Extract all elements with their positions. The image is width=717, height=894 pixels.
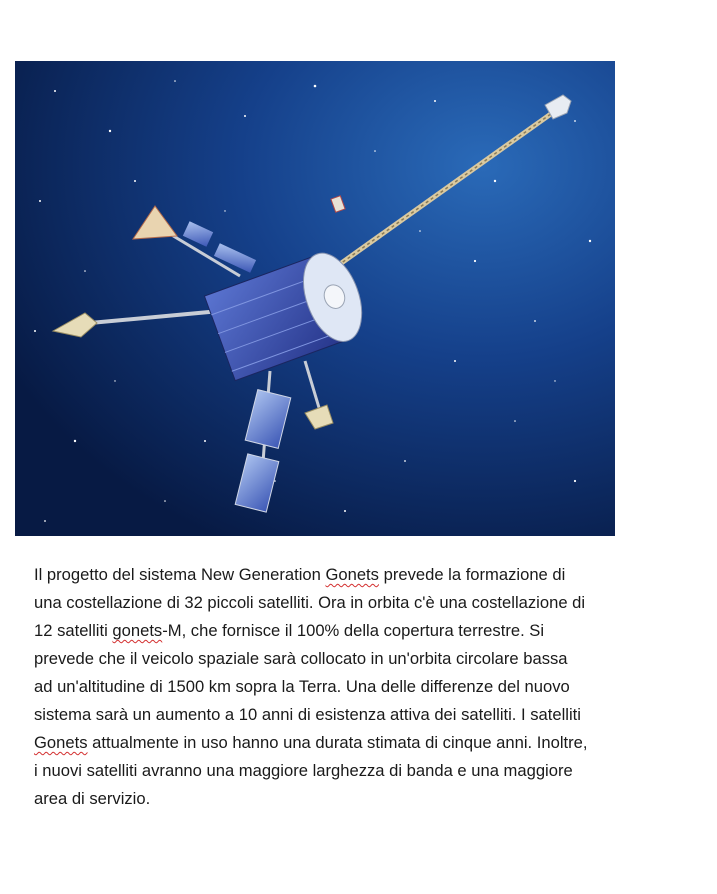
text-segment: i nuovi satelliti avranno una maggiore larghezza di banda e una maggiore	[34, 761, 573, 780]
misspelled-word: Gonets	[325, 565, 379, 584]
paragraph-line	[34, 589, 674, 617]
text-segment: area di servizio.	[34, 789, 151, 808]
text-segment: una costellazione di 32 piccoli satelliti. Ora in orbita c'è una costellazione di	[34, 593, 586, 612]
text-segment: 12 satelliti	[34, 621, 113, 640]
text-segment: attualmente in uso hanno una durata stimata di cinque anni. Inoltre,	[87, 733, 588, 752]
text-segment: prevede la formazione di	[378, 565, 566, 584]
text-segment: Il progetto del sistema New Generation	[34, 565, 326, 584]
satellite-illustration	[15, 61, 615, 536]
article-paragraph	[34, 561, 674, 813]
paragraph-line	[34, 617, 674, 645]
text-segment: ad un'altitudine di 1500 km sopra la Terra. Una delle differenze del nuovo	[34, 677, 570, 696]
misspelled-word: gonets	[112, 621, 163, 640]
paragraph-line	[34, 701, 674, 729]
text-segment: sistema sarà un aumento a 10 anni di esistenza attiva dei satelliti. I satelliti	[34, 705, 581, 724]
paragraph-line	[34, 673, 674, 701]
paragraph-line	[34, 561, 674, 589]
satellite-image	[15, 61, 615, 536]
paragraph-line	[34, 729, 674, 757]
paragraph-line	[34, 645, 674, 673]
paragraph-line	[34, 785, 674, 813]
text-segment: prevede che il veicolo spaziale sarà collocato in un'orbita circolare bassa	[34, 649, 568, 668]
text-segment: -M, che fornisce il 100% della copertura terrestre. Si	[162, 621, 545, 640]
paragraph-line	[34, 757, 674, 785]
misspelled-word: Gonets	[34, 733, 88, 752]
